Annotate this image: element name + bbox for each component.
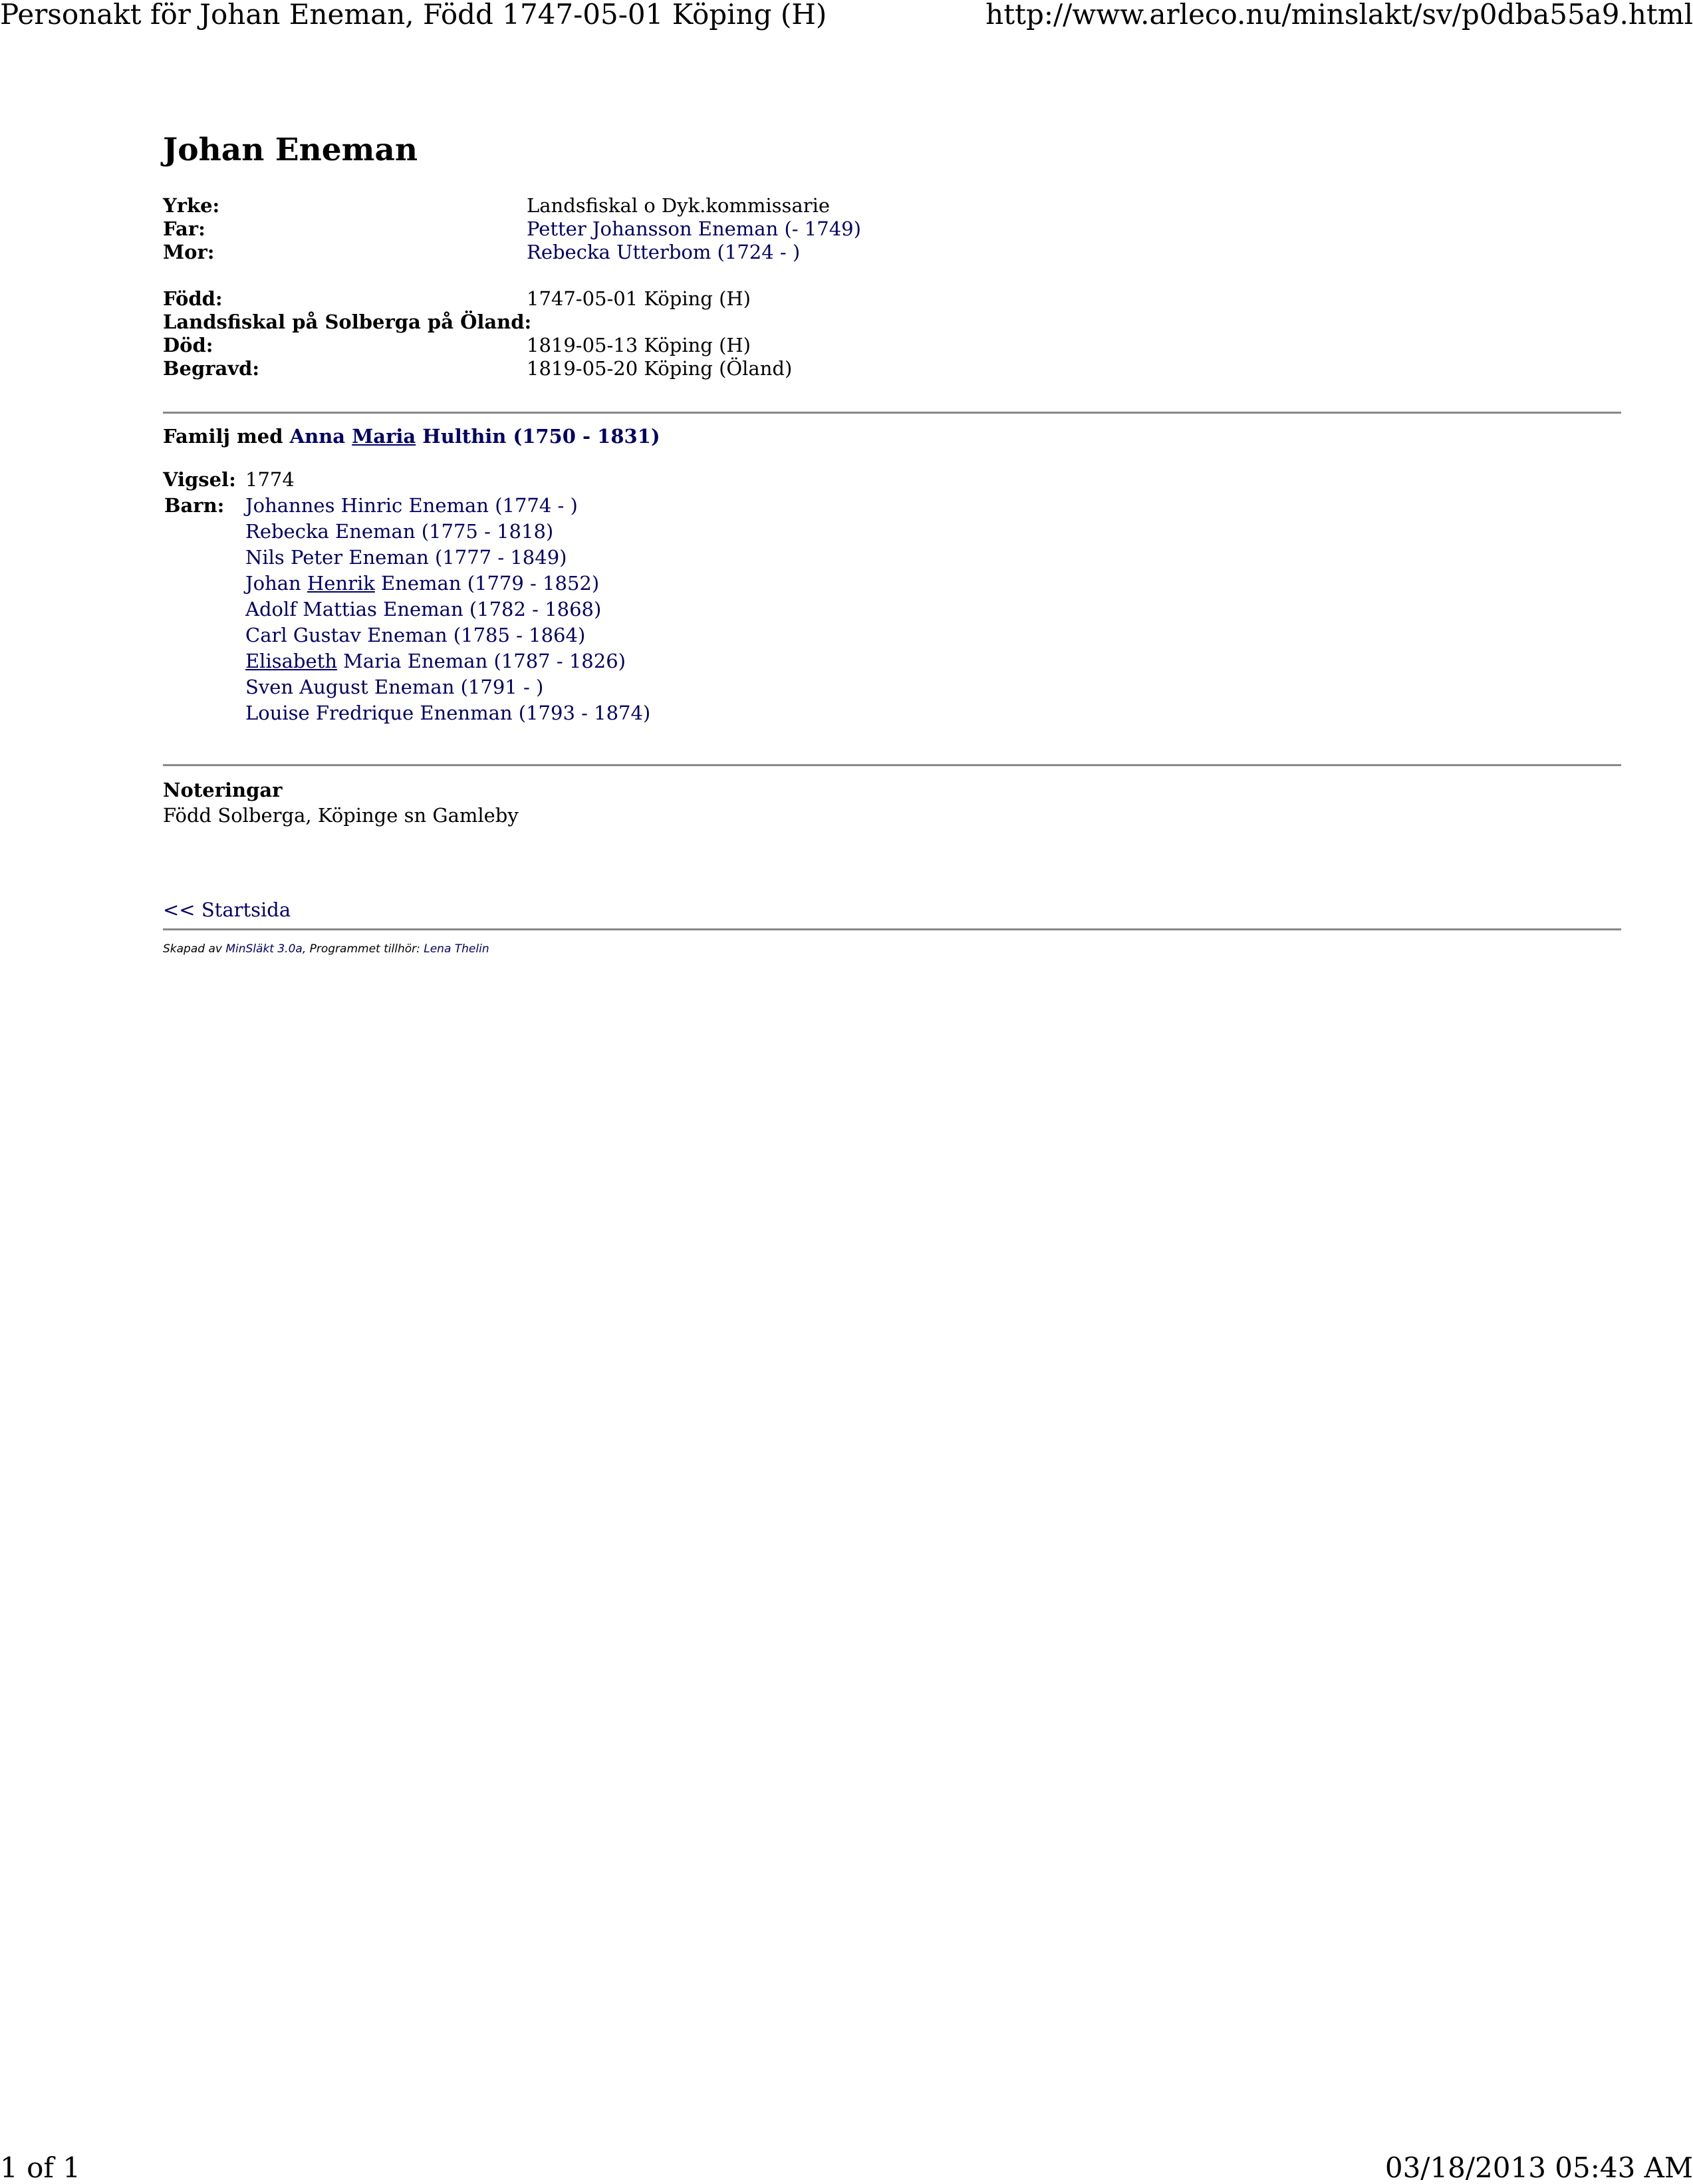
child-name-part: Adolf Mattias Eneman (1782 - 1868) bbox=[245, 598, 602, 620]
fact-label: Far: bbox=[163, 217, 205, 240]
spouse-link[interactable] bbox=[290, 425, 660, 448]
credits-prefix: Skapad av bbox=[163, 942, 226, 956]
child-name-part: Carl Gustav Eneman (1785 - 1864) bbox=[245, 624, 586, 646]
child-name-part: Johan bbox=[245, 572, 307, 595]
fact-value: 1819-05-20 Köping (Öland) bbox=[527, 357, 793, 380]
credits-line bbox=[163, 942, 489, 956]
vigsel-label: Vigsel: bbox=[163, 468, 236, 491]
spouse-first-name: Anna bbox=[289, 425, 346, 448]
fact-label: Landsfiskal på Solberga på Öland: bbox=[163, 311, 532, 333]
spouse-called-name: Maria bbox=[352, 425, 416, 448]
father-link[interactable]: Petter Johansson Eneman (- 1749) bbox=[527, 217, 861, 240]
program-link[interactable]: MinSläkt 3.0a bbox=[225, 942, 303, 956]
fact-label: Död: bbox=[163, 334, 213, 356]
child-name-part: Rebecka Eneman (1775 - 1818) bbox=[245, 520, 554, 543]
marriage-row bbox=[163, 467, 295, 493]
child-link[interactable] bbox=[245, 648, 650, 674]
fact-value: Landsfiskal o Dyk.kommissarie bbox=[527, 194, 831, 217]
child-called-name: Henrik bbox=[307, 572, 375, 595]
spouse-rest: Hulthin (1750 - 1831) bbox=[422, 425, 660, 448]
family-prefix: Familj med bbox=[163, 425, 283, 448]
child-name-part: Sven August Eneman (1791 - ) bbox=[245, 676, 544, 698]
barn-label: Barn: bbox=[164, 494, 225, 517]
footer-divider bbox=[163, 928, 1621, 930]
child-link[interactable] bbox=[245, 674, 650, 700]
child-name-part: Johannes Hinric Eneman (1774 - ) bbox=[245, 494, 578, 517]
child-name-part: Eneman (1779 - 1852) bbox=[374, 572, 600, 595]
credits-middle: , Programmet tillhör: bbox=[302, 942, 424, 956]
owner-link[interactable]: Lena Thelin bbox=[424, 942, 489, 956]
family-heading bbox=[163, 424, 660, 448]
child-name-part: Maria Eneman (1787 - 1826) bbox=[336, 650, 626, 672]
children-list bbox=[245, 493, 650, 726]
start-page-link[interactable]: << Startsida bbox=[163, 898, 291, 921]
fact-value: 1819-05-13 Köping (H) bbox=[527, 334, 751, 356]
child-link[interactable] bbox=[245, 545, 650, 571]
child-link[interactable] bbox=[245, 597, 650, 622]
vigsel-value: 1774 bbox=[245, 468, 295, 491]
child-link[interactable] bbox=[245, 493, 650, 519]
section-divider bbox=[163, 412, 1621, 414]
fact-label: Begravd: bbox=[163, 357, 260, 380]
child-called-name: Elisabeth bbox=[245, 650, 337, 672]
person-name: Johan Eneman bbox=[163, 132, 418, 168]
section-divider bbox=[163, 764, 1621, 766]
child-link[interactable] bbox=[245, 622, 650, 648]
child-link[interactable] bbox=[245, 700, 650, 726]
child-link[interactable] bbox=[245, 519, 650, 545]
print-footer-page: 1 of 1 bbox=[0, 2151, 80, 2184]
notes-text: Född Solberga, Köpinge sn Gamleby bbox=[163, 804, 519, 827]
child-name-part: Nils Peter Eneman (1777 - 1849) bbox=[245, 546, 567, 569]
notes-heading: Noteringar bbox=[163, 779, 283, 801]
print-footer-datetime: 03/18/2013 05:43 AM bbox=[1384, 2151, 1693, 2184]
child-link[interactable] bbox=[245, 571, 650, 597]
fact-label: Yrke: bbox=[163, 194, 220, 217]
fact-label: Född: bbox=[163, 287, 223, 310]
mother-link[interactable]: Rebecka Utterbom (1724 - ) bbox=[527, 241, 801, 263]
child-name-part: Louise Fredrique Enenman (1793 - 1874) bbox=[245, 702, 651, 724]
fact-value: 1747-05-01 Köping (H) bbox=[527, 287, 751, 310]
print-header-title: Personakt för Johan Eneman, Född 1747-05-01 Köping (H) bbox=[0, 0, 827, 31]
print-header-url: http://www.arleco.nu/minslakt/sv/p0dba55a9.html bbox=[985, 0, 1693, 31]
fact-label: Mor: bbox=[163, 241, 215, 263]
